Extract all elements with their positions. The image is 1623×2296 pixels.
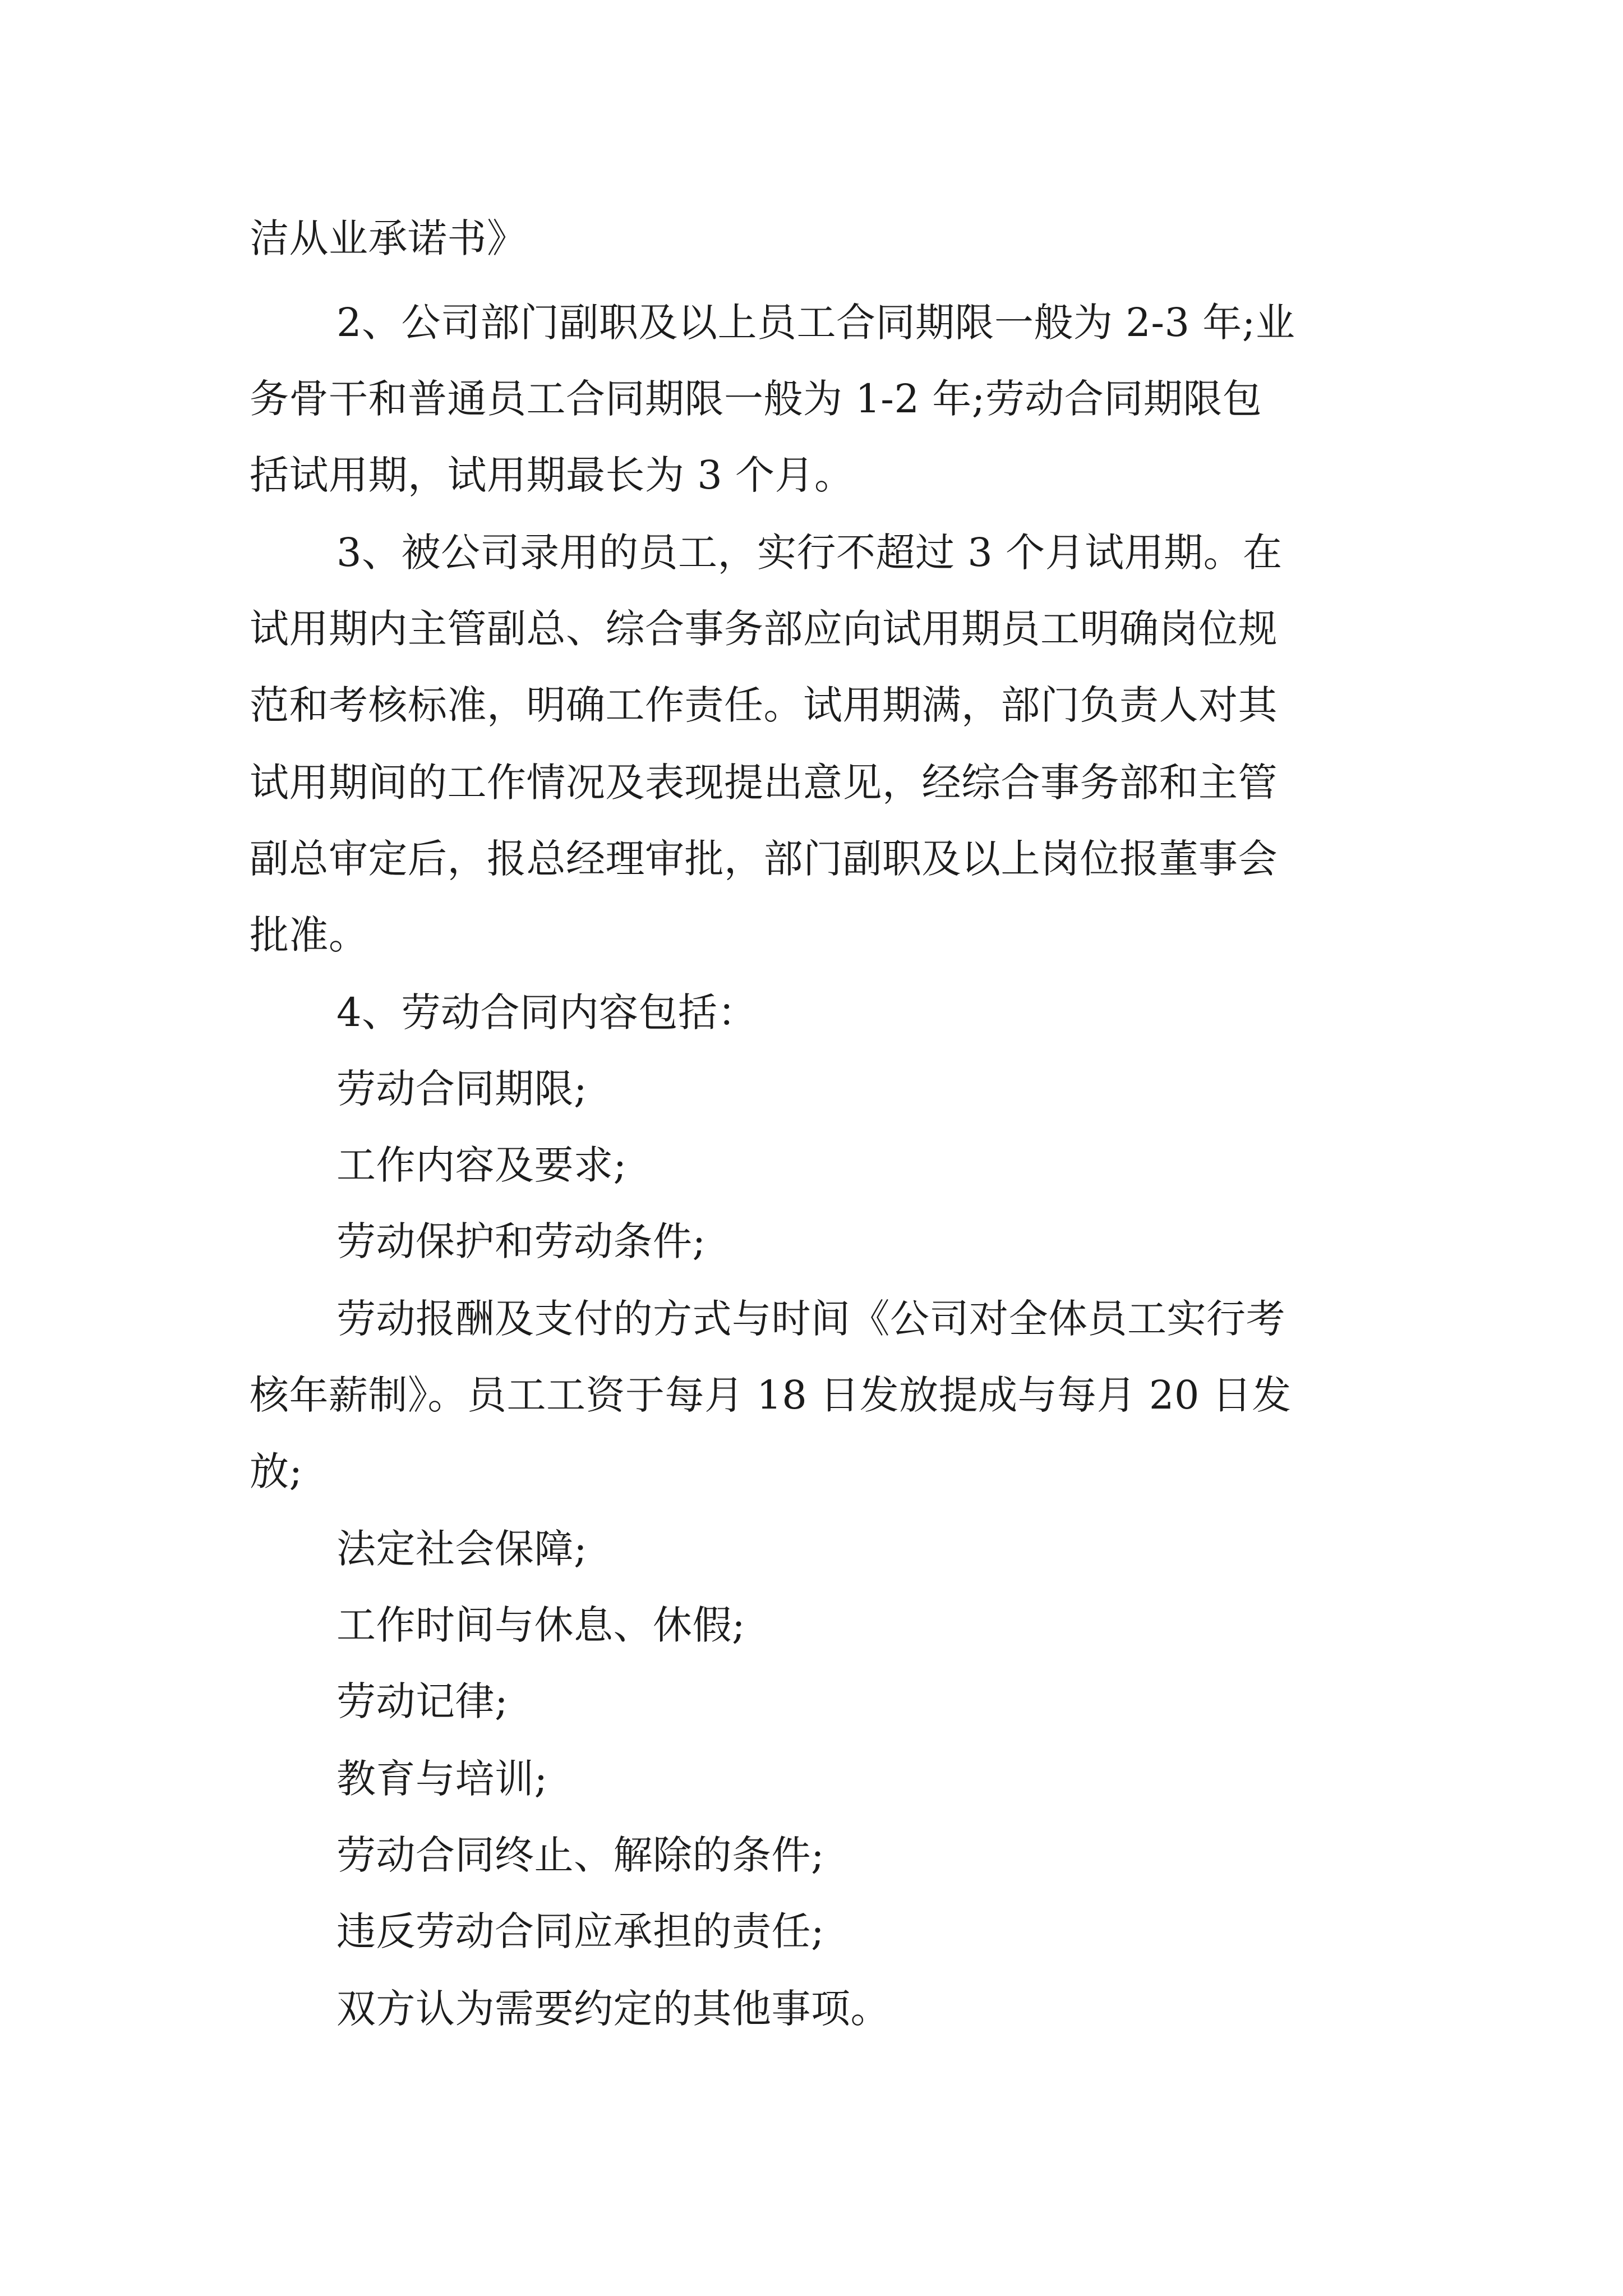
text-line: 工作时间与休息、休假; (336, 1602, 746, 1648)
text-line: 劳动保护和劳动条件; (336, 1218, 706, 1264)
text-line: 2、公司部门副职及以上员工合同期限一般为 2-3 年;业 (336, 300, 1295, 346)
text-line: 工作内容及要求; (336, 1142, 627, 1188)
text-line: 违反劳动合同应承担的责任; (336, 1908, 825, 1954)
text-line: 教育与培训; (336, 1756, 548, 1802)
text-line: 劳动记律; (336, 1678, 509, 1724)
text-line: 法定社会保障; (336, 1526, 588, 1572)
text-line: 务骨干和普通员工合同期限一般为 1-2 年;劳动合同期限包 (250, 376, 1262, 422)
text-line: 4、劳动合同内容包括： (336, 990, 758, 1036)
text-line: 括试用期，试用期最长为 3 个月。 (250, 452, 854, 498)
text-line: 3、被公司录用的员工，实行不超过 3 个月试用期。在 (336, 530, 1283, 576)
text-line: 劳动合同期限; (336, 1066, 588, 1112)
text-line: 试用期间的工作情况及表现提出意见，经综合事务部和主管 (250, 760, 1278, 806)
text-line: 劳动合同终止、解除的条件; (336, 1832, 825, 1878)
text-line: 劳动报酬及支付的方式与时间《公司对全体员工实行考 (336, 1296, 1285, 1342)
text-line: 副总审定后，报总经理审批，部门副职及以上岗位报董事会 (250, 836, 1278, 882)
text-line: 试用期内主管副总、综合事务部应向试用期员工明确岗位规 (250, 606, 1278, 652)
text-line: 核年薪制》。员工工资于每月 18 日发放提成与每月 20 日发 (250, 1372, 1292, 1418)
text-line: 范和考核标准，明确工作责任。试用期满，部门负责人对其 (250, 682, 1278, 728)
text-line: 双方认为需要约定的其他事项。 (336, 1986, 890, 2032)
text-line: 放; (250, 1448, 303, 1494)
text-line: 批准。 (250, 912, 368, 958)
text-line: 洁从业承诺书》 (250, 215, 527, 261)
